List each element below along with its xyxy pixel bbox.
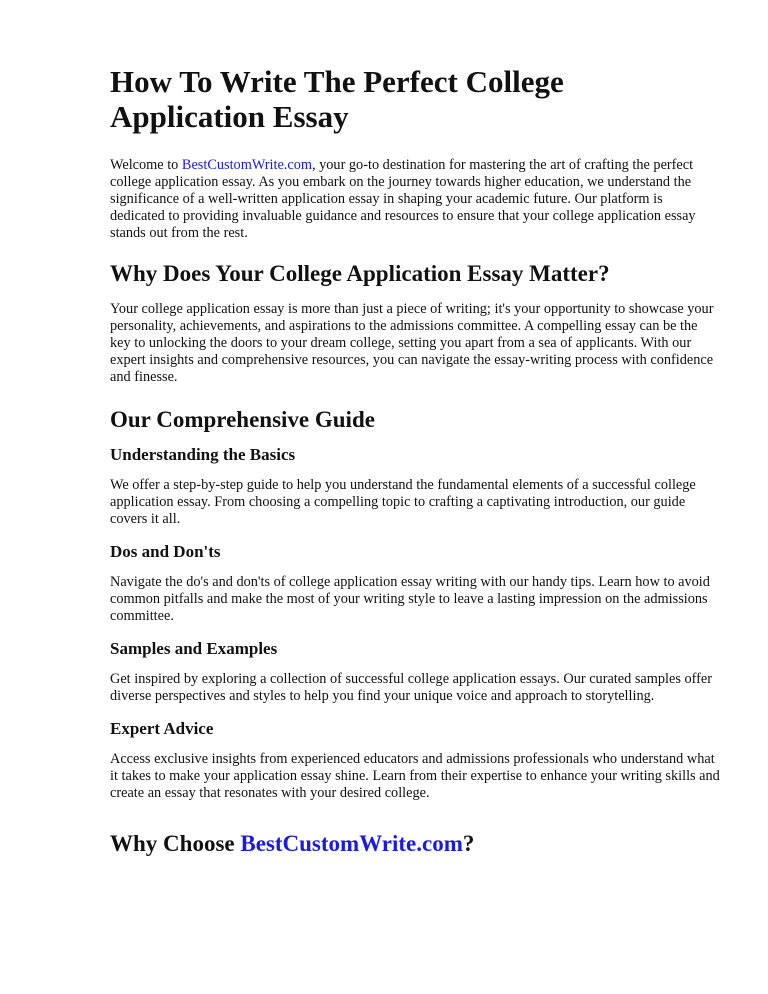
basics-paragraph: We offer a step-by-step guide to help you understand the fundamental elements of a successful college application essay. From choosing a compelling topic to crafting a captivating introduction, our guide covers it all.	[110, 477, 696, 527]
expert-advice-paragraph: Access exclusive insights from experienced educators and admissions professionals who understand what it takes to make your application essay shine. Learn from their expertise to enhance your writing skills and create an essay that resonates with your desired college.	[110, 751, 720, 801]
why-choose-site-link[interactable]: BestCustomWrite.com	[240, 831, 463, 856]
dos-donts-paragraph: Navigate the do's and don'ts of college application essay writing with our handy tips. Learn how to avoid common pitfalls and make the most of your writing style to leave a lasting impression on the admissions committee.	[110, 574, 710, 624]
section-heading-why-matter: Why Does Your College Application Essay Matter?	[110, 261, 610, 286]
why-choose-question-mark: ?	[462, 831, 475, 856]
intro-text-before: Welcome to	[110, 157, 182, 173]
section-heading-guide: Our Comprehensive Guide	[110, 407, 375, 432]
subheading-basics: Understanding the Basics	[110, 445, 296, 464]
why-choose-text: Why Choose	[110, 831, 241, 856]
subheading-dos-donts: Dos and Don'ts	[110, 542, 221, 561]
page-title: How To Write The Perfect College Application Essay	[110, 64, 564, 134]
section-heading-why-choose	[110, 830, 720, 857]
intro-paragraph	[110, 157, 720, 242]
document-page	[110, 64, 720, 871]
subheading-expert-advice: Expert Advice	[110, 719, 214, 738]
subheading-samples: Samples and Examples	[110, 639, 278, 658]
why-matter-paragraph: Your college application essay is more than just a piece of writing; it's your opportunity to showcase your personality, achievements, and aspirations to the admissions committee. A compelling essay can be the key to unlocking the doors to your dream college, setting you apart from a sea of applicants. With our expert insights and comprehensive resources, you can navigate the essay-writing process with confidence and finesse.	[110, 301, 714, 385]
intro-text-after: , your go-to destination for mastering the art of crafting the perfect college application essay. As you embark on the journey towards higher education, we understand the significance of a well-written application essay in shaping your academic future. Our platform is dedicated to providing invaluable guidance and resources to ensure that your college application essay stands out from the rest.	[110, 157, 696, 241]
samples-paragraph: Get inspired by exploring a collection of successful college application essays. Our curated samples offer diverse perspectives and styles to help you find your unique voice and approach to storytelling.	[110, 671, 712, 704]
intro-site-link[interactable]: BestCustomWrite.com	[181, 157, 312, 173]
